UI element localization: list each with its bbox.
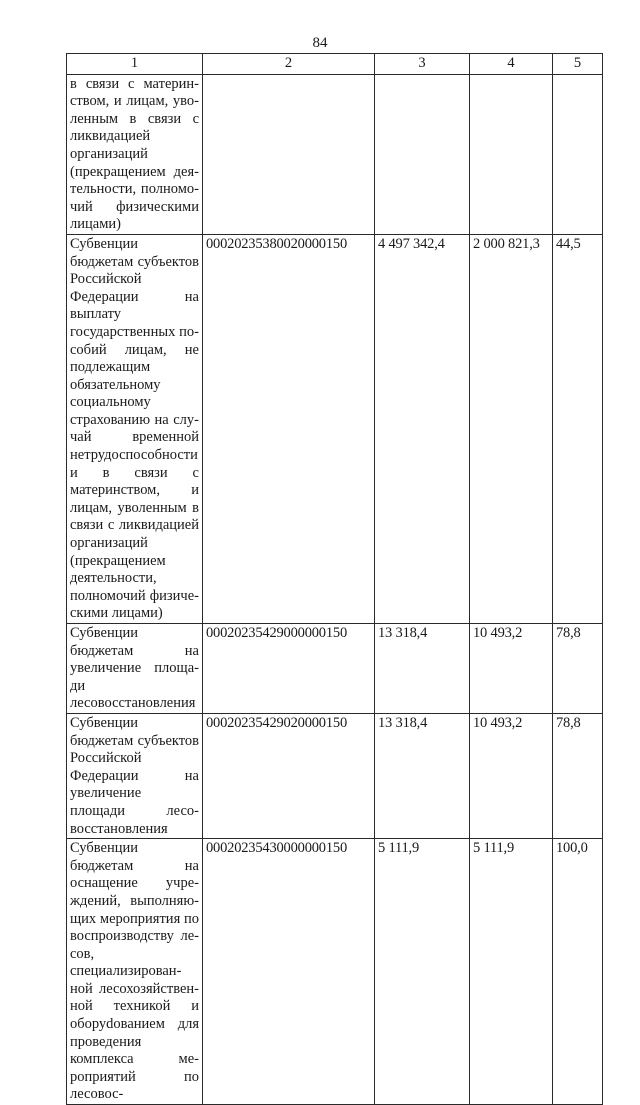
row-actual-cell: 10 493,2 (470, 713, 553, 838)
row-name-cell: в связи с материнством, и лицам, уволенным в связи с ликвидацией организаций (прекращением деятельности, полномочий физическими лицами) (67, 74, 203, 234)
row-code-cell: 00020235380020000150 (203, 234, 375, 623)
table-row (67, 234, 603, 623)
page-number: 84 (312, 35, 328, 51)
row-actual-cell: 2 000 821,3 (470, 234, 553, 623)
row-plan-cell: 13 318,4 (375, 624, 470, 714)
row-plan-cell: 4 497 342,4 (375, 234, 470, 623)
column-header-5: 5 (553, 54, 603, 75)
column-header-3: 3 (375, 54, 470, 75)
column-header-2: 2 (203, 54, 375, 75)
table-row (67, 713, 603, 838)
row-code-cell: 00020235429020000150 (203, 713, 375, 838)
row-actual-cell (470, 74, 553, 234)
row-name-cell: Субвенции бюджетам субъектов Российской Федерации на выплату государственных пособий лицам, не подлежащим обязательному социальному страхованию на случай временной нетрудоспособности и в связи с материнством, и лицам, уволенным в связи с ликвидацией организаций (прекращением деятельности, полномочий физическими лицами) (67, 234, 203, 623)
row-percent-cell (553, 74, 603, 234)
column-header-4: 4 (470, 54, 553, 75)
table-row (67, 74, 603, 234)
row-percent-cell: 78,8 (553, 713, 603, 838)
row-percent-cell: 78,8 (553, 624, 603, 714)
row-plan-cell (375, 74, 470, 234)
table-row (67, 624, 603, 714)
row-name-cell: Субвенции бюджетам субъектов Российской Федерации на увеличение площади лесовосстановления (67, 713, 203, 838)
column-header-1: 1 (67, 54, 203, 75)
header-row (67, 54, 603, 75)
row-code-cell: 00020235429000000150 (203, 624, 375, 714)
row-actual-cell: 5 111,9 (470, 839, 553, 1105)
row-plan-cell: 13 318,4 (375, 713, 470, 838)
row-percent-cell: 44,5 (553, 234, 603, 623)
row-actual-cell: 10 493,2 (470, 624, 553, 714)
row-code-cell: 00020235430000000150 (203, 839, 375, 1105)
row-name-cell: Субвенции бюджетам на увеличение площади лесовосстановления (67, 624, 203, 714)
budget-table (66, 53, 603, 1105)
row-percent-cell: 100,0 (553, 839, 603, 1105)
row-plan-cell: 5 111,9 (375, 839, 470, 1105)
row-code-cell (203, 74, 375, 234)
table-row (67, 839, 603, 1105)
row-name-cell: Субвенции бюджетам на оснащение учреждений, выполняющих мероприятия по воспроизводству лесов, специализированной лесохозяйственной техникой и оборуdованием для проведения комплекса мероприятий по лесовос- (67, 839, 203, 1105)
